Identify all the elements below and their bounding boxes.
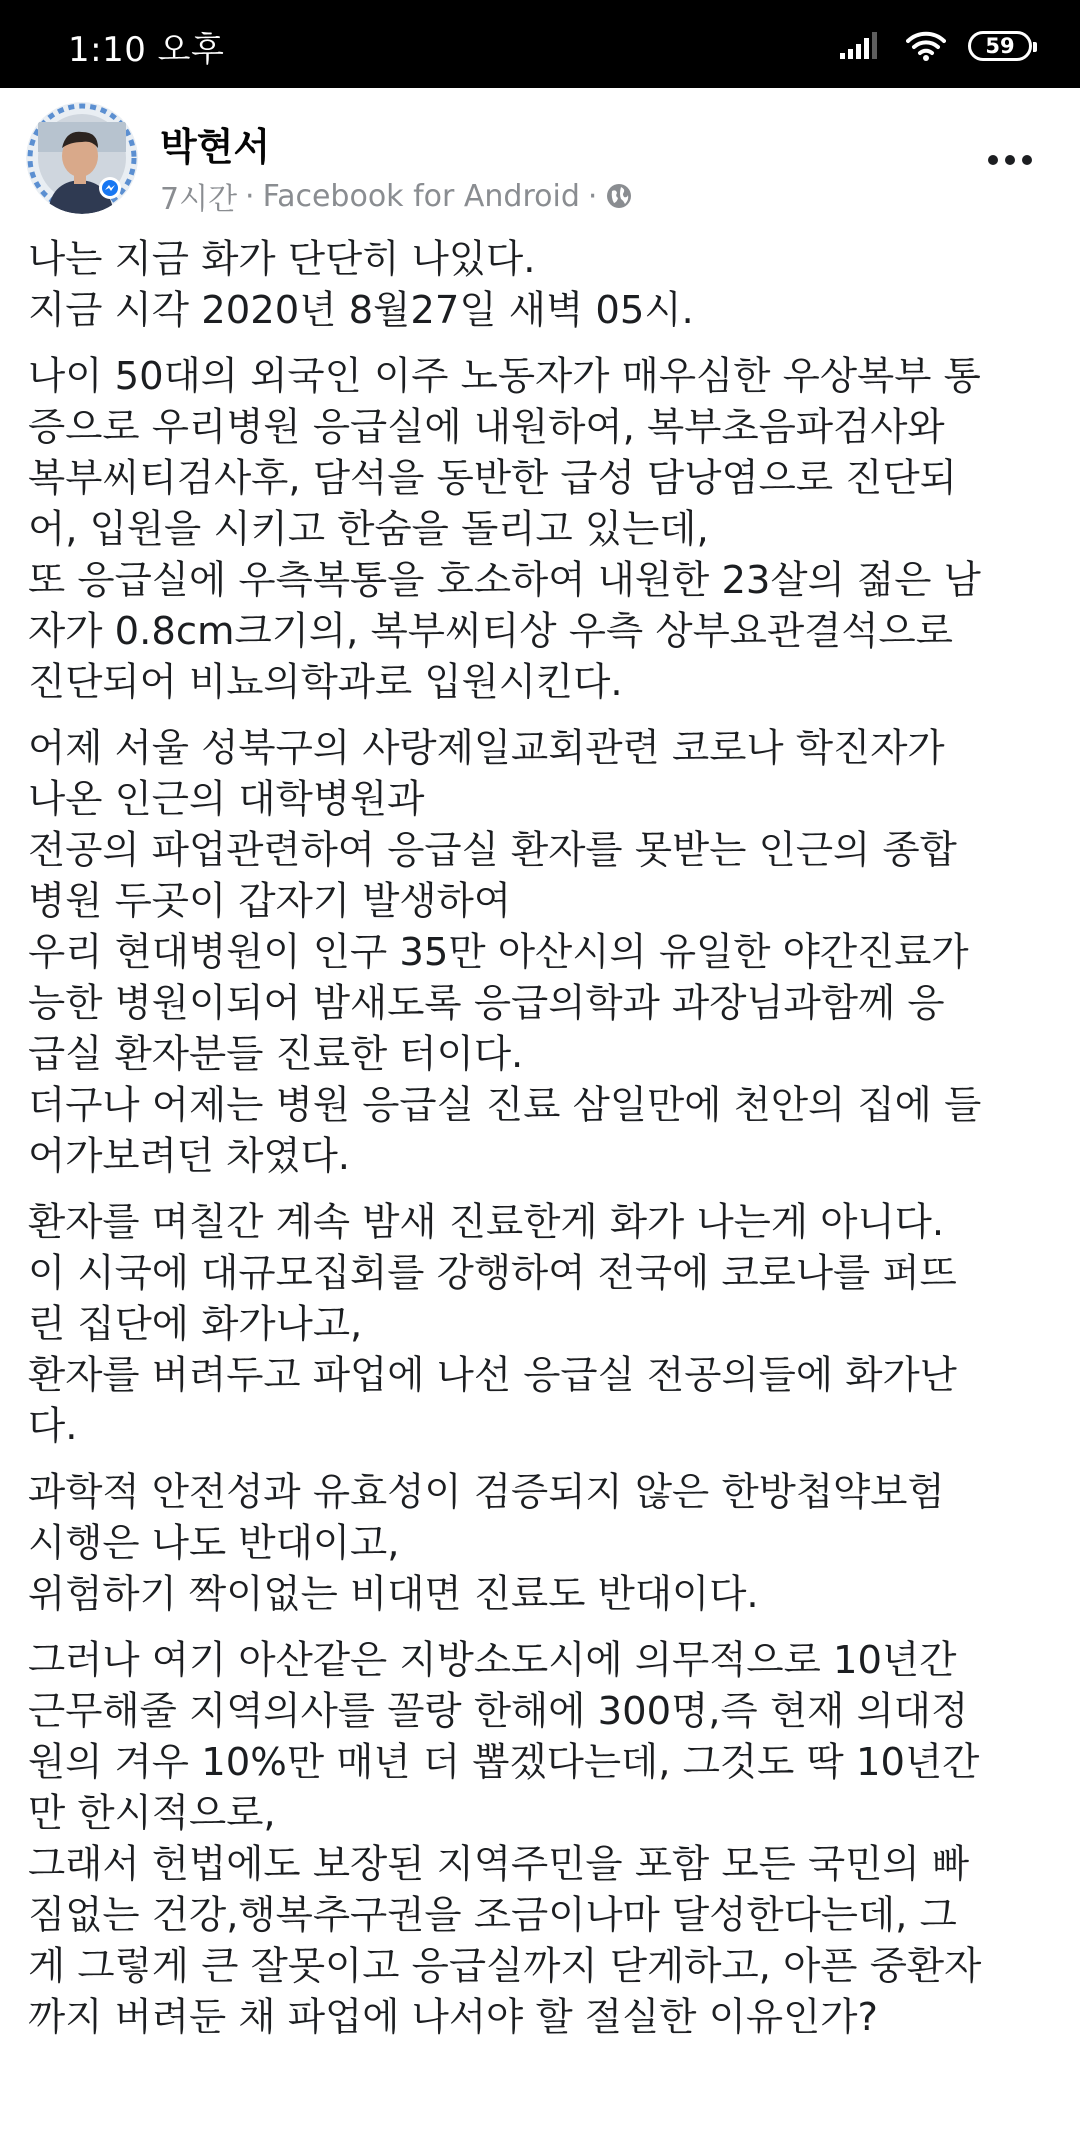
author-name[interactable]: 박현서 xyxy=(160,125,271,169)
post-paragraph xyxy=(28,1467,1052,1620)
post-text-line: 병원 두곳이 갑자기 발생하여 xyxy=(28,879,512,924)
post-text-line: 어제 서울 성북구의 사랑제일교회관련 코로나 학진자가 xyxy=(28,726,945,771)
post-text-line: 원의 겨우 10%만 매년 더 뽑겠다는데, 그것도 딱 10년간 xyxy=(28,1740,980,1785)
post-text-line: 그래서 헌법에도 보장된 지역주민을 포함 모든 국민의 빠 xyxy=(28,1842,970,1887)
post-text-line: 진단되어 비뇨의학과로 입원시킨다. xyxy=(28,660,623,705)
post-text-line: 나이 50대의 외국인 이주 노동자가 매우심한 우상복부 통 xyxy=(28,354,981,399)
post-text-line: 어가보려던 차였다. xyxy=(28,1134,351,1179)
post-text-line: 근무해줄 지역의사를 꼴랑 한해에 300명,즉 현재 의대정 xyxy=(28,1689,969,1734)
more-options-button[interactable] xyxy=(970,130,1050,190)
post-text-line: 이 시국에 대규모집회를 강행하여 전국에 코로나를 퍼뜨 xyxy=(28,1251,957,1296)
meta-separator-2: · xyxy=(587,178,598,214)
post-text-line: 게 그렇게 큰 잘못이고 응급실까지 닫게하고, 아픈 중환자 xyxy=(28,1944,982,1989)
post-text-line: 능한 병원이되어 밤새도록 응급의학과 과장님과함께 응 xyxy=(28,981,945,1026)
battery-level: 59 xyxy=(985,34,1015,58)
post-meta xyxy=(160,174,633,218)
post-text-line: 더구나 어제는 병원 응급실 진료 삼일만에 천안의 집에 들 xyxy=(28,1083,982,1128)
battery-icon xyxy=(968,31,1032,61)
post-text-line: 그러나 여기 아산같은 지방소도시에 의무적으로 10년간 xyxy=(28,1638,957,1683)
post-body xyxy=(0,216,1080,2043)
post-text-line: 증으로 우리병원 응급실에 내원하여, 복부초음파검사와 xyxy=(28,405,945,450)
post-text-line: 복부씨티검사후, 담석을 동반한 급성 담낭염으로 진단되 xyxy=(28,456,957,501)
post-paragraph xyxy=(28,723,1052,1182)
post-text-line: 환자를 며칠간 계속 밤새 진료한게 화가 나는게 아니다. xyxy=(28,1200,945,1245)
wifi-icon xyxy=(906,30,946,62)
post-text-line: 우리 현대병원이 인구 35만 아산시의 유일한 야간진료가 xyxy=(28,930,969,975)
post-time[interactable]: 7시간 xyxy=(160,182,238,217)
post-text-line: 짐없는 건강,행복추구권을 조금이나마 달성한다는데, 그 xyxy=(28,1893,957,1938)
post-text-line: 또 응급실에 우측복통을 호소하여 내원한 23살의 젊은 남 xyxy=(28,558,981,603)
post-paragraph xyxy=(28,351,1052,708)
more-dot-icon xyxy=(988,155,998,165)
post-text-line: 자가 0.8cm크기의, 복부씨티상 우측 상부요관결석으로 xyxy=(28,609,953,654)
post-text-line: 어, 입원을 시키고 한숨을 돌리고 있는데, xyxy=(28,507,709,552)
profile-photo xyxy=(26,102,138,214)
post-text-line: 위험하기 짝이없는 비대면 진료도 반대이다. xyxy=(28,1572,759,1617)
post-source: Facebook for Android xyxy=(262,178,580,214)
post-text-line: 급실 환자분들 진료한 터이다. xyxy=(28,1032,524,1077)
post-paragraph xyxy=(28,234,1052,336)
post-text-line: 시행은 나도 반대이고, xyxy=(28,1521,400,1566)
post-text-line: 전공의 파업관련하여 응급실 환자를 못받는 인근의 종합 xyxy=(28,828,957,873)
post-text-line: 만 한시적으로, xyxy=(28,1791,276,1836)
post-header xyxy=(0,88,1080,216)
post-text-line: 린 집단에 화가나고, xyxy=(28,1302,363,1347)
avatar[interactable] xyxy=(26,102,138,214)
post-text-line: 환자를 버려두고 파업에 나선 응급실 전공의들에 화가난 xyxy=(28,1353,957,1398)
status-bar xyxy=(0,0,1080,88)
status-time: 1:10 오후 xyxy=(68,30,225,70)
signal-icon xyxy=(840,31,884,61)
post-text-line: 나는 지금 화가 단단히 나있다. xyxy=(28,237,536,282)
status-icons xyxy=(840,26,1032,66)
post-paragraph xyxy=(28,1635,1052,2043)
post-text-line: 지금 시각 2020년 8월27일 새벽 05시. xyxy=(28,288,694,333)
post-text-line: 까지 버려둔 채 파업에 나서야 할 절실한 이유인가? xyxy=(28,1995,878,2040)
post-text-line: 과학적 안전성과 유효성이 검증되지 않은 한방첩약보험 xyxy=(28,1470,945,1515)
globe-icon[interactable] xyxy=(605,182,633,210)
post-paragraph xyxy=(28,1197,1052,1452)
meta-separator: · xyxy=(245,178,255,214)
more-dot-icon xyxy=(1005,155,1015,165)
more-dot-icon xyxy=(1022,155,1032,165)
post-text-line: 나온 인근의 대학병원과 xyxy=(28,777,425,822)
post-text-line: 다. xyxy=(28,1404,78,1449)
